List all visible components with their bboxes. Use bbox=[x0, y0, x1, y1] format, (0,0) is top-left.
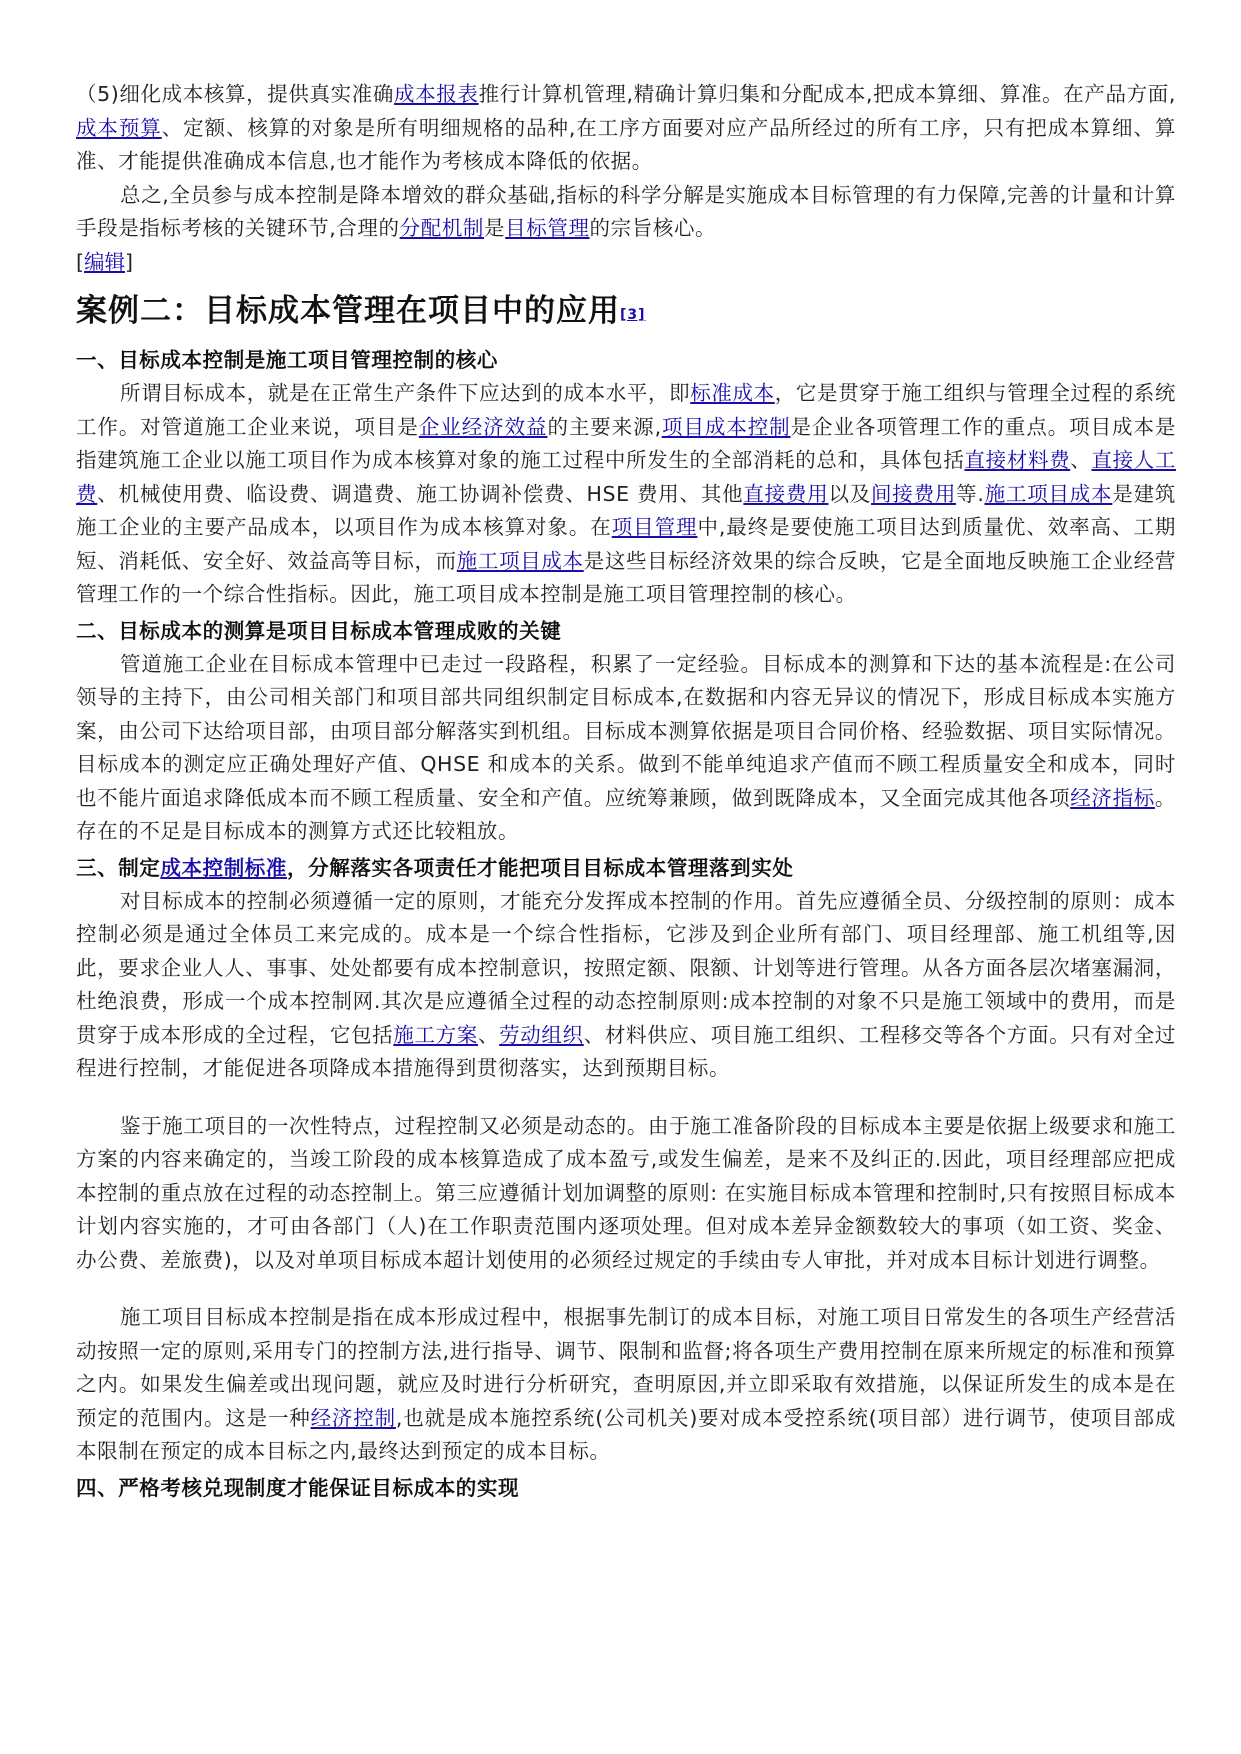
section-3-paragraph-3: 施工项目目标成本控制是指在成本形成过程中，根据事先制订的成本目标，对施工项目日常发生的各项生产经营活动按照一定的原则,采用专门的控制方法,进行指导、调节、限制和监督;将各项生产费用控制在原来所规定的标准和预算之内。如果发生偏差或出现问题，就应及时进行分析研究，查明原因,并立即采取有效措施，以保证所发生的成本是在预定的范围内。这是一种经济控制,也就是成本施控系统(公司机关)要对成本受控系统(项目部）进行调节，使项目部成本限制在预定的成本目标之内,最终达到预定的成本目标。 bbox=[76, 1305, 1176, 1463]
section-2-heading: 二、目标成本的测算是项目目标成本管理成败的关键 bbox=[76, 618, 562, 643]
section-1-paragraph: 所谓目标成本，就是在正常生产条件下应达到的成本水平，即标准成本，它是贯穿于施工组织与管理全过程的系统工作。对管道施工企业来说，项目是企业经济效益的主要来源,项目成本控制是企业各项管理工作的重点。项目成本是指建筑施工企业以施工项目作为成本核算对象的施工过程中所发生的全部消耗的总和，具体包括直接材料费、直接人工费、机械使用费、临设费、调遣费、施工协调补偿费、HSE 费用、其他直接费用以及间接费用等.施工项目成本是建筑施工企业的主要产品成本，以项目作为成本核算对象。在项目管理中,最终是要使施工项目达到质量优、效率高、工期短、消耗低、安全好、效益高等目标，而施工项目成本是这些目标经济效果的综合反映，它是全面地反映施工企业经营管理工作的一个综合性指标。因此，施工项目成本控制是施工项目管理控制的核心。 bbox=[76, 381, 1177, 606]
link-labor-organization[interactable]: 劳动组织 bbox=[499, 1022, 584, 1047]
link-economic-control[interactable]: 经济控制 bbox=[310, 1405, 396, 1430]
edit-section: [编辑] bbox=[76, 249, 133, 274]
link-cost-control-standard[interactable]: 成本控制标准 bbox=[160, 855, 288, 880]
link-economic-indicators[interactable]: 经济指标 bbox=[1070, 785, 1155, 810]
paragraph-cost-accounting: （5)细化成本核算，提供真实准确成本报表推行计算机管理,精确计算归集和分配成本,把成本算细、算准。在产品方面,成本预算、定额、核算的对象是所有明细规格的品种,在工序方面要对应产品所经过的所有工序，只有把成本算细、算准、才能提供准确成本信息,也才能作为考核成本降低的依据。 bbox=[76, 82, 1177, 173]
link-construction-plan[interactable]: 施工方案 bbox=[393, 1022, 478, 1047]
section-1-heading: 一、目标成本控制是施工项目管理控制的核心 bbox=[76, 348, 498, 372]
link-construction-project-cost[interactable]: 施工项目成本 bbox=[984, 481, 1113, 506]
document-body bbox=[76, 78, 1176, 1505]
section-3-paragraph-2: 鉴于施工项目的一次性特点，过程控制又必须是动态的。由于施工准备阶段的目标成本主要是依据上级要求和施工方案的内容来确定的，当竣工阶段的成本核算造成了成本盈亏,或发生偏差，是来不及纠正的.因此，项目经理部应把成本控制的重点放在过程的动态控制上。第三应遵循计划加调整的原则: 在实施目标成本管理和控制时,只有按照目标成本计划内容实施的，才可由各部门（人)在工作职责范围内逐项处理。但对成本差异金额数较大的事项（如工资、奖金、办公费、差旅费)，以及对单项目标成本超计划使用的必须经过规定的手续由专人审批，并对成本目标计划进行调整。 bbox=[76, 1113, 1176, 1272]
section-4-heading: 四、严格考核兑现制度才能保证目标成本的实现 bbox=[76, 1475, 520, 1500]
link-cost-budget[interactable]: 成本预算 bbox=[76, 115, 162, 140]
link-indirect-expenses[interactable]: 间接费用 bbox=[871, 481, 957, 506]
link-enterprise-economic-benefit[interactable]: 企业经济效益 bbox=[418, 414, 548, 439]
link-construction-project-cost-2[interactable]: 施工项目成本 bbox=[456, 548, 584, 573]
edit-link[interactable]: 编辑 bbox=[84, 249, 125, 274]
section-3-heading: 三、制定成本控制标准，分解落实各项责任才能把项目目标成本管理落到实处 bbox=[76, 855, 794, 880]
link-direct-material-cost[interactable]: 直接材料费 bbox=[964, 448, 1071, 472]
link-direct-labor-cost[interactable]: 直接人工费 bbox=[76, 448, 1177, 506]
section-3-paragraph-1: 对目标成本的控制必须遵循一定的原则，才能充分发挥成本控制的作用。首先应遵循全员、分级控制的原则：成本控制必须是通过全体员工来完成的。成本是一个综合性指标，它涉及到企业所有部门、项目经理部、施工机组等,因此，要求企业人人、事事、处处都要有成本控制意识，按照定额、限额、计划等进行管理。从各方面各层次堵塞漏洞，杜绝浪费，形成一个成本控制网.其次是应遵循全过程的动态控制原则:成本控制的对象不只是施工领域中的费用，而是贯穿于成本形成的全过程，它包括施工方案、劳动组织、材料供应、项目施工组织、工程移交等各个方面。只有对全过程进行控制，才能促进各项降成本措施得到贯彻落实，达到预期目标。 bbox=[76, 888, 1176, 1080]
link-distribution-mechanism[interactable]: 分配机制 bbox=[399, 216, 485, 240]
link-direct-expenses[interactable]: 直接费用 bbox=[743, 481, 829, 506]
section-2-paragraph: 管道施工企业在目标成本管理中已走过一段路程，积累了一定经验。目标成本的测算和下达的基本流程是:在公司领导的主持下，由公司相关部门和项目部共同组织制定目标成本,在数据和内容无异议的情况下，形成目标成本实施方案，由公司下达给项目部，由项目部分解落实到机组。目标成本测算依据是项目合同价格、经验数据、项目实际情况。目标成本的测定应正确处理好产值、QHSE 和成本的关系。做到不能单纯追求产值而不顾工程质量安全和成本，同时也不能片面追求降低成本而不顾工程质量、安全和产值。应统筹兼顾，做到既降成本，又全面完成其他各项经济指标。存在的不足是目标成本的测算方式还比较粗放。 bbox=[76, 651, 1176, 843]
link-project-management[interactable]: 项目管理 bbox=[611, 515, 698, 539]
reference-link[interactable]: [3] bbox=[620, 307, 646, 323]
link-objective-management[interactable]: 目标管理 bbox=[505, 216, 590, 240]
case-2-title: 案例二：目标成本管理在项目中的应用[3] bbox=[76, 293, 646, 329]
link-project-cost-control[interactable]: 项目成本控制 bbox=[661, 414, 791, 439]
link-cost-report[interactable]: 成本报表 bbox=[394, 82, 479, 106]
paragraph-summary: 总之,全员参与成本控制是降本增效的群众基础,指标的科学分解是实施成本目标管理的有力保障,完善的计量和计算手段是指标考核的关键环节,合理的分配机制是目标管理的宗旨核心。 bbox=[76, 182, 1176, 240]
link-standard-cost[interactable]: 标准成本 bbox=[690, 381, 775, 405]
